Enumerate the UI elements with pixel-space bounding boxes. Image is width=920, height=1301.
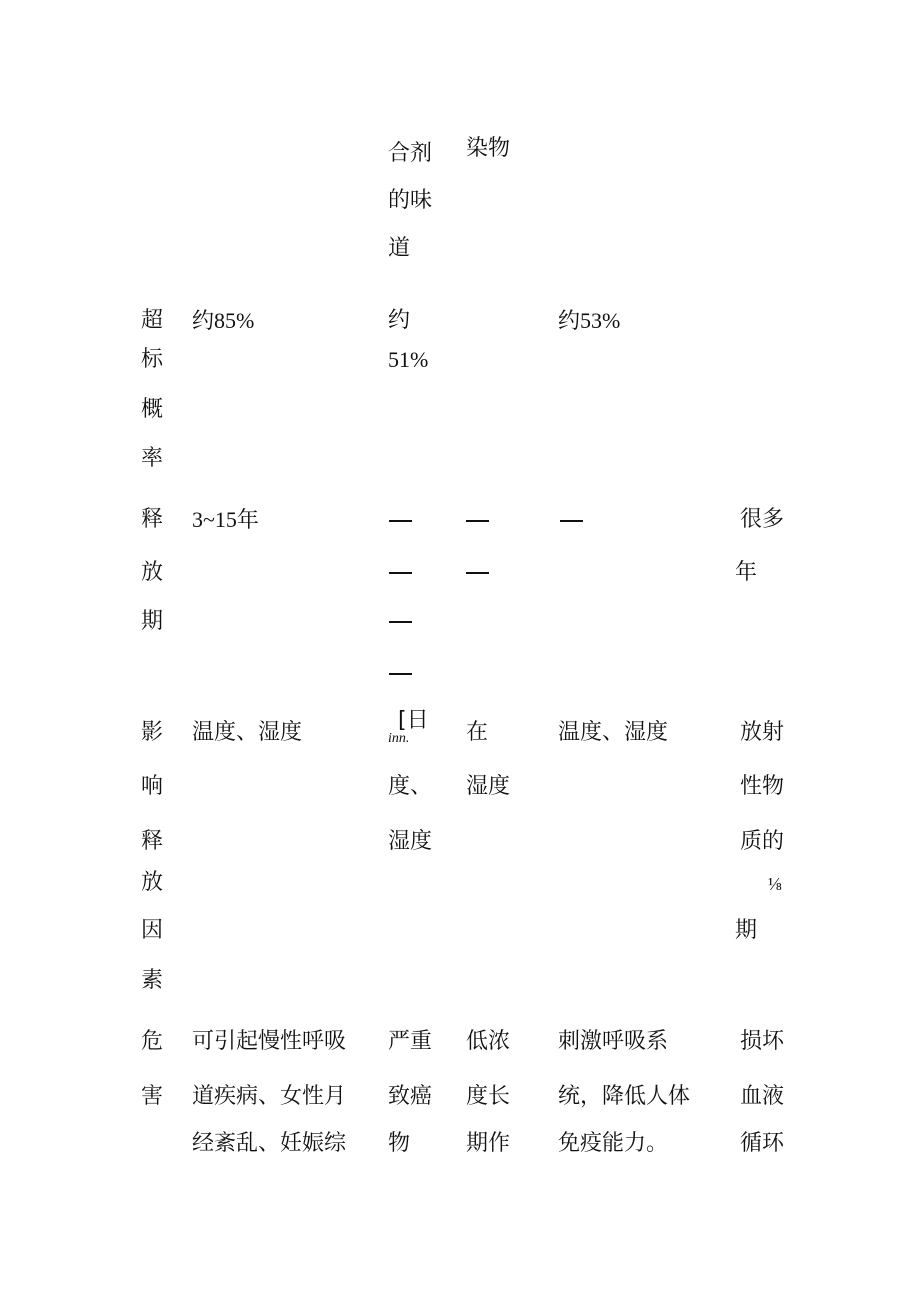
row-release-label-2: 放 [141, 560, 164, 585]
row-factors-col6-fraction: ⅛ [768, 874, 782, 894]
row-factors-col2: 温度、湿度 [192, 720, 303, 745]
dash-col3-2 [389, 572, 412, 574]
row-harm-col3-line1: 严重 [388, 1029, 433, 1054]
row-factors-col6-line1: 放射 [740, 720, 785, 745]
row-factors-label-4: 放 [141, 870, 164, 895]
dash-col4-2 [466, 572, 489, 574]
row-factors-col3-glyph: [日 [398, 708, 429, 733]
dash-col5-1 [560, 520, 583, 522]
row-harm-col6-line1: 损坏 [740, 1029, 785, 1054]
row-harm-col4-line1: 低浓 [466, 1029, 511, 1054]
row-factors-col4-line1: 在 [466, 720, 489, 745]
row-harm-col2-line3: 经紊乱、妊娠综 [192, 1131, 347, 1156]
row-release-col6-line2: 年 [735, 560, 758, 585]
row-exceed-label-2: 标 [141, 347, 164, 372]
row-factors-col3-line3: 湿度 [388, 829, 433, 854]
row-factors-col6-line3: 质的 [740, 829, 785, 854]
dash-col3-4 [389, 673, 412, 675]
row-factors-label-6: 素 [141, 968, 164, 993]
row-harm-col2-line2: 道疾病、女性月 [192, 1084, 347, 1109]
row-harm-col6-line3: 循环 [740, 1131, 785, 1156]
row-release-label-1: 释 [141, 507, 164, 532]
row-harm-col3-line2: 致癌 [388, 1084, 433, 1109]
row-factors-label-1: 影 [141, 720, 164, 745]
row-exceed-col2: 约85% [192, 308, 255, 333]
row-factors-col6-line5: 期 [735, 918, 758, 943]
row-exceed-col3-line2: 51% [388, 347, 429, 372]
row-factors-col3-note: inn. [388, 731, 410, 746]
row-release-col2: 3~15年 [192, 507, 259, 532]
header-col4-line1: 染物 [466, 136, 511, 161]
row-harm-col6-line2: 血液 [740, 1084, 785, 1109]
row-harm-col5-line3: 免疫能力。 [558, 1131, 669, 1156]
row-factors-col5: 温度、湿度 [558, 720, 669, 745]
row-harm-col3-line3: 物 [388, 1131, 411, 1156]
row-exceed-label-3: 概 [141, 397, 164, 422]
header-col3-line3: 道 [388, 236, 411, 261]
row-factors-label-3: 释 [141, 829, 164, 854]
row-factors-label-2: 响 [141, 774, 164, 799]
row-harm-col4-line2: 度长 [466, 1084, 511, 1109]
row-harm-label-1: 危 [141, 1029, 164, 1054]
row-harm-col2-line1: 可引起慢性呼吸 [192, 1029, 347, 1054]
row-factors-col4-line2: 湿度 [466, 774, 511, 799]
dash-col3-3 [389, 621, 412, 623]
row-exceed-label-1: 超 [141, 308, 164, 333]
row-exceed-col3-line1: 约 [388, 308, 411, 333]
header-col3-line2: 的味 [388, 188, 433, 213]
row-factors-col3-line2: 度、 [388, 774, 433, 799]
dash-col3-1 [389, 520, 412, 522]
row-harm-col5-line1: 刺激呼吸系 [558, 1029, 669, 1054]
dash-col4-1 [466, 520, 489, 522]
header-col3-line1: 合剂 [388, 141, 433, 166]
row-exceed-col5: 约53% [558, 308, 621, 333]
row-harm-label-2: 害 [141, 1084, 164, 1109]
row-release-col6-line1: 很多 [740, 507, 785, 532]
row-factors-col6-line2: 性物 [740, 774, 785, 799]
row-factors-label-5: 因 [141, 918, 164, 943]
row-release-label-3: 期 [141, 609, 164, 634]
row-harm-col5-line2: 统，降低人体 [558, 1084, 691, 1109]
row-harm-col4-line3: 期作 [466, 1131, 511, 1156]
row-exceed-label-4: 率 [141, 446, 164, 471]
